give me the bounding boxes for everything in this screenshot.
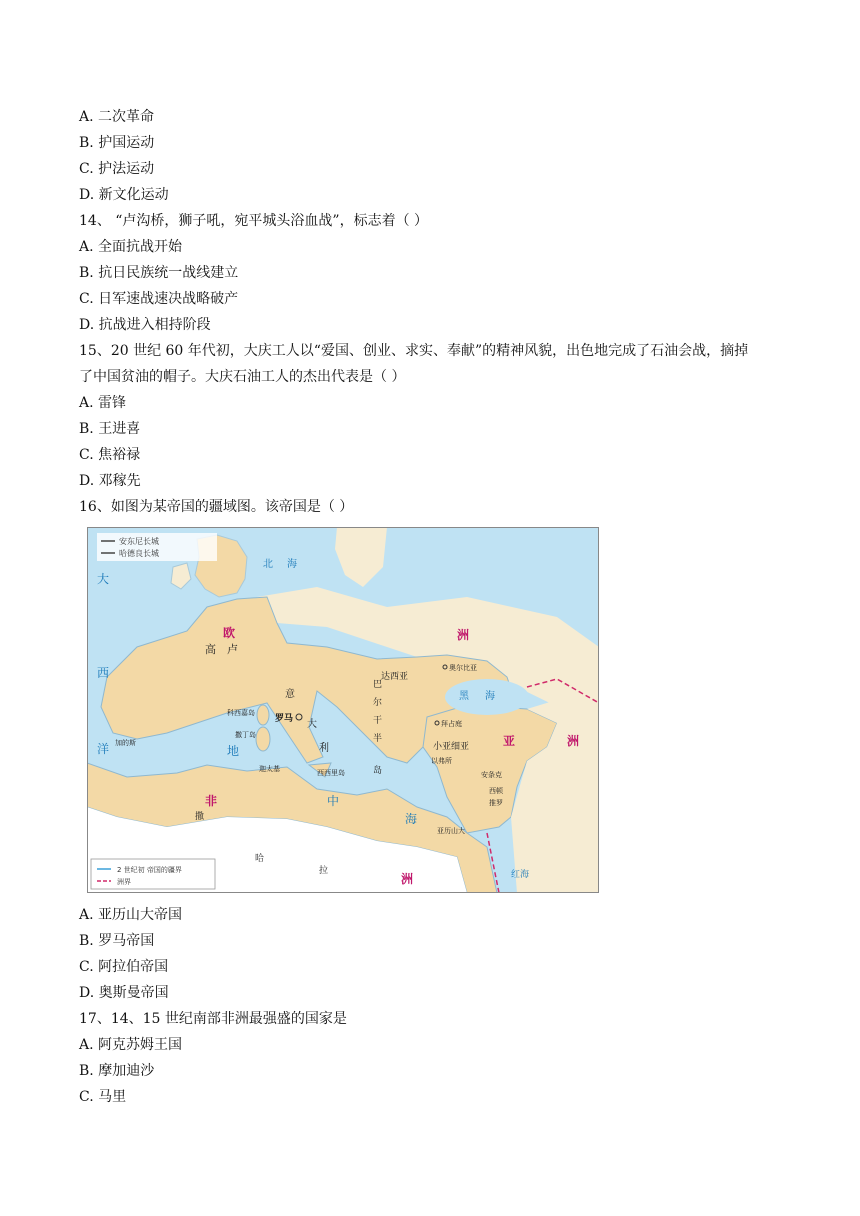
q13-option-c: C. 护法运动	[79, 161, 155, 177]
map-label-atlantic-2: 西	[97, 666, 110, 680]
q14-option-a: A. 全面抗战开始	[79, 239, 183, 255]
q16-stem: 16、如图为某帝国的疆域图。该帝国是（ ）	[79, 499, 354, 515]
map-label-africa-2: 洲	[401, 872, 414, 886]
map-legend-bottom	[91, 859, 215, 889]
map-label-atlantic-3: 洋	[97, 742, 110, 756]
map-label-cadiz: 加的斯	[115, 739, 136, 747]
q14-option-b: B. 抗日民族统一战线建立	[79, 265, 239, 281]
q17-stem: 17、14、15 世纪南部非洲最强盛的国家是	[79, 1011, 347, 1027]
q15-option-b: B. 王进喜	[79, 421, 141, 437]
q14-option-d: D. 抗战进入相持阶段	[79, 317, 211, 333]
map-legend-text-1: 安东尼长城	[119, 537, 159, 546]
q17-option-a: A. 阿克苏姆王国	[79, 1037, 183, 1053]
map-label-olbia: 奥尔比亚	[449, 664, 477, 672]
map-label-black-sea-1: 黑	[459, 691, 469, 702]
map-label-asia-2: 洲	[567, 734, 580, 748]
map-label-europe-2: 洲	[457, 628, 470, 642]
map-label-gaul-2: 卢	[227, 643, 238, 656]
map-label-red-sea: 红海	[511, 870, 530, 880]
map-label-alexandria: 亚历山大	[437, 827, 465, 835]
q17-option-b: B. 摩加迪沙	[79, 1063, 155, 1079]
map-label-north-sea-2: 海	[287, 559, 297, 570]
map-label-sahara-2: 哈	[255, 854, 265, 864]
map-label-balkan-3: 干	[373, 716, 383, 726]
map-sardinia	[256, 727, 270, 751]
map-label-sahara-3: 拉	[319, 866, 329, 876]
map-label-asia-1: 亚	[503, 734, 516, 748]
map-label-italy-3: 利	[319, 743, 329, 754]
q14-option-c: C. 日军速战速决战略破产	[79, 291, 239, 307]
map-label-balkan-1: 巴	[373, 680, 383, 690]
map-label-med-3: 海	[405, 812, 418, 826]
q16-option-a: A. 亚历山大帝国	[79, 907, 183, 923]
map-label-balkan-4: 半	[373, 734, 383, 744]
q13-option-a: A. 二次革命	[79, 109, 155, 125]
map-label-med-1: 地	[227, 744, 240, 758]
q13-option-d: D. 新文化运动	[79, 187, 169, 203]
map-label-tyre: 西顿	[489, 787, 503, 795]
q15-stem-line2: 了中国贫油的帽子。大庆石油工人的杰出代表是（ ）	[79, 369, 406, 385]
map-label-carthage: 迦太基	[259, 765, 280, 773]
map-label-balkan-2: 尔	[373, 698, 383, 708]
map-label-corsica: 科西嘉岛	[227, 709, 255, 717]
map-corsica	[257, 705, 269, 725]
map-label-balkan-5: 岛	[373, 766, 383, 776]
map-label-antioch: 安条克	[481, 771, 502, 779]
q16-option-c: C. 阿拉伯帝国	[79, 959, 169, 975]
q17-option-c: C. 马里	[79, 1089, 127, 1105]
map-label-ephesus: 以弗所	[431, 757, 452, 765]
map-label-europe-1: 欧	[223, 626, 236, 640]
map-label-rome: 罗马	[275, 714, 294, 724]
q15-option-d: D. 邓稼先	[79, 473, 141, 489]
map-label-anatolia: 小亚细亚	[433, 742, 470, 752]
roman-empire-map	[87, 527, 599, 893]
map-label-gaul-1: 高	[205, 643, 216, 656]
map-label-sicily: 西西里岛	[317, 769, 345, 777]
map-label-med-2: 中	[327, 794, 340, 808]
map-label-byzantium: 拜占庭	[441, 720, 462, 728]
map-label-north-sea-1: 北	[263, 559, 273, 570]
map-label-black-sea-2: 海	[485, 691, 495, 702]
map-label-italy-1: 意	[285, 689, 295, 700]
q15-option-a: A. 雷锋	[79, 395, 127, 411]
q16-option-b: B. 罗马帝国	[79, 933, 155, 949]
map-legend-text-3: 2 世纪初 帝国的疆界	[117, 866, 182, 874]
q15-stem-line1: 15、20 世纪 60 年代初，大庆工人以“爱国、创业、求实、奉献”的精神风貌，出色地完成了石油会战，摘掉	[79, 343, 749, 359]
map-label-sahara-1: 撒	[195, 812, 205, 822]
map-label-damascus: 推罗	[489, 799, 503, 807]
q14-stem: 14、 “卢沟桥，狮子吼，宛平城头浴血战”，标志着（ ）	[79, 213, 429, 229]
map-label-africa-1: 非	[205, 794, 218, 808]
map-legend-text-2: 哈德良长城	[119, 549, 159, 558]
q16-option-d: D. 奥斯曼帝国	[79, 985, 169, 1001]
map-label-dacia: 达西亚	[381, 672, 409, 682]
q13-option-b: B. 护国运动	[79, 135, 155, 151]
map-label-atlantic-1: 大	[97, 572, 110, 586]
map-label-sardinia: 撒丁岛	[235, 731, 256, 739]
map-legend-text-4: 洲界	[117, 878, 131, 886]
q15-option-c: C. 焦裕禄	[79, 447, 141, 463]
map-label-italy-2: 大	[307, 719, 317, 730]
